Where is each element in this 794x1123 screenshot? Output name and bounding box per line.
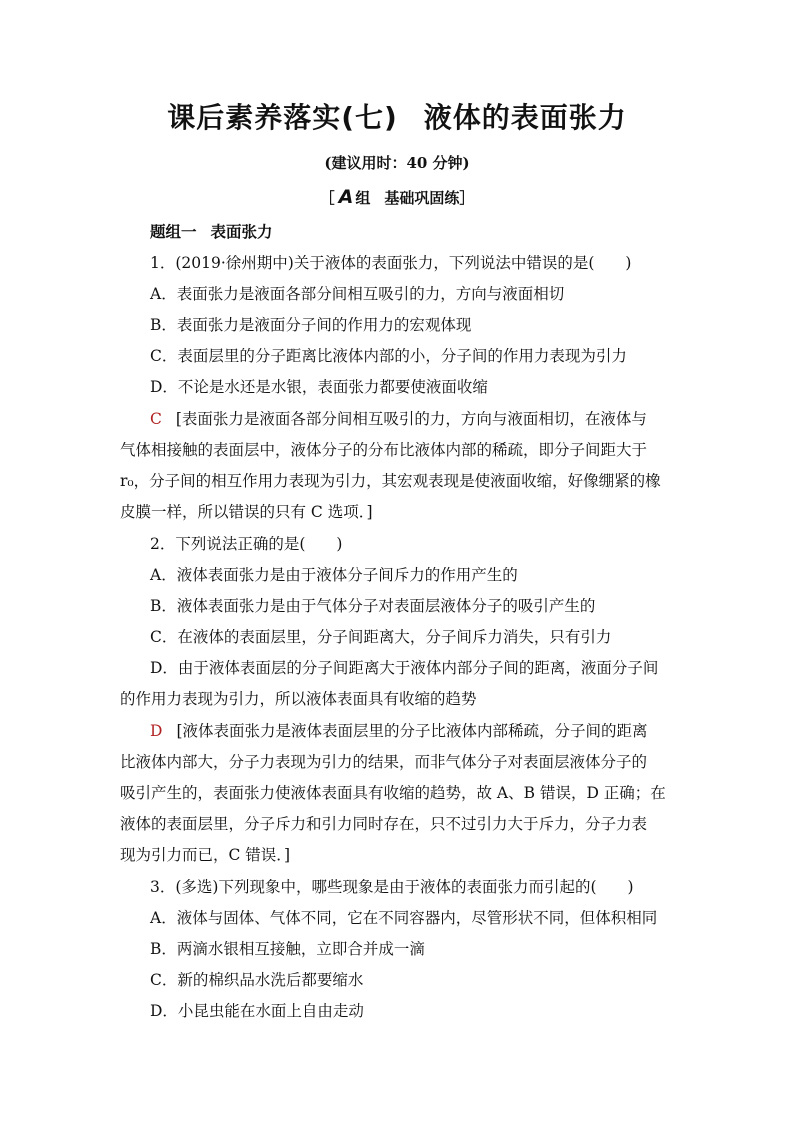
topic-name: 表面张力 <box>210 222 273 241</box>
question-3-option-c: C．新的棉织品水洗后都要缩水 <box>150 971 364 989</box>
group-label: 组 <box>355 189 371 207</box>
question-2-explanation-line-1 <box>150 721 648 741</box>
topic-label: 题组一 <box>150 222 197 241</box>
question-3-stem: 3．(多选)下列现象中，哪些现象是由于液体的表面张力而引起的( ) <box>150 878 634 896</box>
question-2-answer-letter: D <box>150 722 163 740</box>
question-2-explanation-line-4: 液体的表面层里，分子斥力和引力同时存在，只不过引力大于斥力，分子力表 <box>120 815 648 833</box>
question-1-option-c: C．表面层里的分子距离比液体内部的小，分子间的作用力表现为引力 <box>150 347 627 365</box>
question-2-option-c: C．在液体的表面层里，分子间距离大，分子间斥力消失，只有引力 <box>150 628 612 646</box>
group-name: 基础巩固练 <box>384 189 460 207</box>
question-3-option-b: B．两滴水银相互接触，立即合并成一滴 <box>150 940 425 958</box>
group-heading <box>0 186 794 208</box>
question-1-explanation-text-1: [表面张力是液面各部分间相互吸引的力，方向与液面相切，在液体与 <box>175 410 647 428</box>
question-1-answer-letter: C <box>150 410 162 428</box>
question-1-option-b: B．表面张力是液面分子间的作用力的宏观体现 <box>150 316 472 334</box>
question-3-option-a: A．液体与固体、气体不同，它在不同容器内，尽管形状不同，但体积相同 <box>150 909 658 927</box>
question-2-option-d-line-1: D．由于液体表面层的分子间距离大于液体内部分子间的距离，液面分子间 <box>150 659 659 677</box>
time-note: (建议用时：40 分钟) <box>324 154 470 172</box>
question-2-explanation-line-5: 现为引力而已，C 错误．] <box>120 846 291 864</box>
question-1-explanation-line-1 <box>150 409 647 429</box>
question-2-stem: 2．下列说法正确的是( ) <box>150 535 343 553</box>
group-bracket-open: ［ <box>319 189 335 207</box>
question-2-explanation-text-1: [液体表面张力是液体表面层里的分子比液体内部稀疏，分子间的距离 <box>176 722 648 740</box>
question-2-explanation-line-2: 比液体内部大，分子力表现为引力的结果，而非气体分子对表面层液体分子的 <box>120 753 648 771</box>
question-1-explanation-line-3: r₀，分子间的相互作用力表现为引力，其宏观表现是使液面收缩，好像绷紧的橡 <box>120 472 661 490</box>
question-1-option-d: D．不论是水还是水银，表面张力都要使液面收缩 <box>150 378 488 396</box>
title-main: 课后素养落实(七) <box>167 101 398 134</box>
question-1-stem: 1．(2019·徐州期中)关于液体的表面张力，下列说法中错误的是( ) <box>150 254 632 272</box>
title-sub: 液体的表面张力 <box>423 101 627 134</box>
page-title <box>0 96 794 136</box>
question-1-option-a: A．表面张力是液面各部分间相互吸引的力，方向与液面相切 <box>150 285 565 303</box>
question-2-option-a: A．液体表面张力是由于液体分子间斥力的作用产生的 <box>150 566 518 584</box>
question-3-option-d: D．小昆虫能在水面上自由走动 <box>150 1002 364 1020</box>
question-1-explanation-line-4: 皮膜一样，所以错误的只有 C 选项．] <box>120 503 373 521</box>
topic-heading <box>150 222 273 242</box>
question-2-option-b: B．液体表面张力是由于气体分子对表面层液体分子的吸引产生的 <box>150 597 596 615</box>
group-bracket-close: ］ <box>459 189 475 207</box>
question-1-explanation-line-2: 气体相接触的表面层中，液体分子的分布比液体内部的稀疏，即分子间距大于 <box>120 441 648 459</box>
question-2-explanation-line-3: 吸引产生的，表面张力使液体表面具有收缩的趋势，故 A、B 错误，D 正确；在 <box>120 784 666 802</box>
question-2-option-d-line-2: 的作用力表现为引力，所以液体表面具有收缩的趋势 <box>120 690 477 708</box>
group-letter: A <box>338 186 354 208</box>
